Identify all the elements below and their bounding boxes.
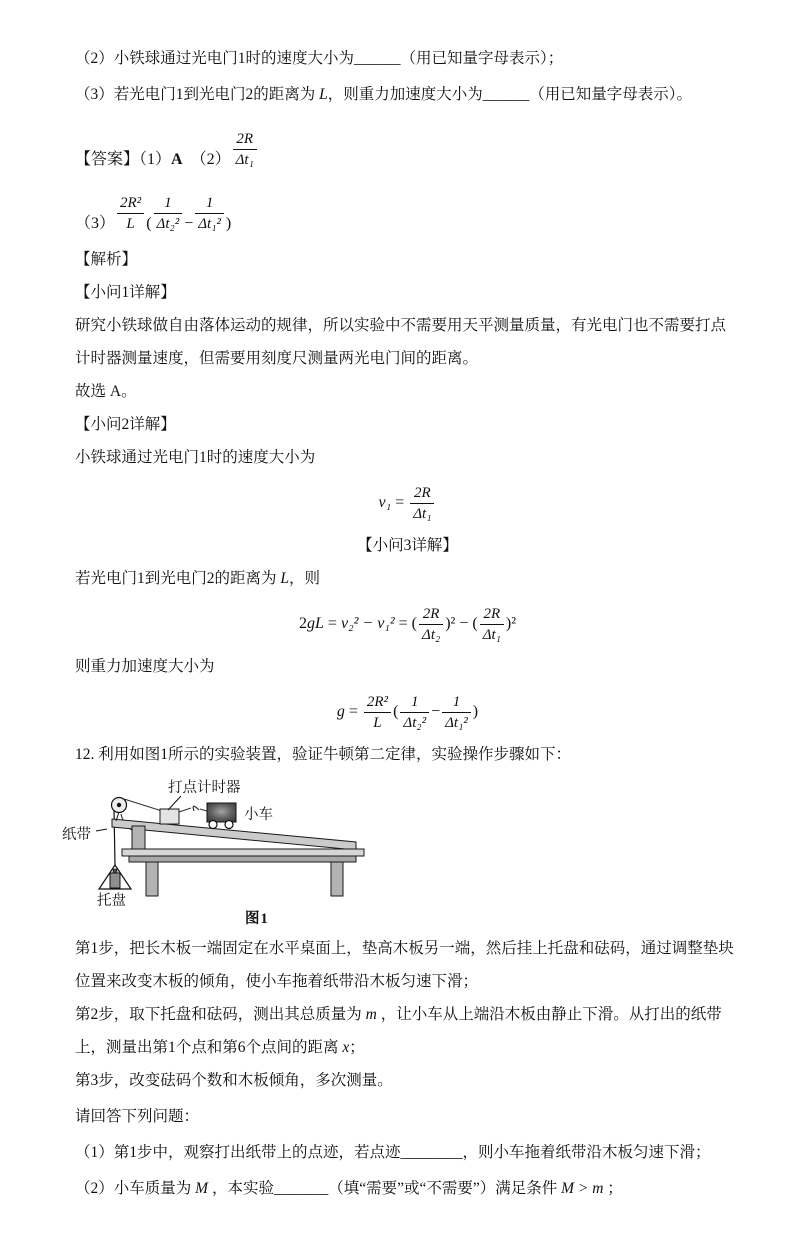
formula-v1: v₁ = $\frac{2R}{\text{Δt₁}}$ (75, 484, 740, 523)
table-apron (129, 856, 356, 862)
q12-part2-line: （2）小车质量为 M ，本实验_______（填“需要”或“不需要”）满足条件 M > m ； (75, 1180, 623, 1197)
figure-caption: 图1 (245, 911, 269, 927)
hook (193, 806, 199, 811)
tape-over-pulley (124, 799, 162, 811)
q11-part3-line: （3）若光电门1到光电门2的距离为 L，则重力加速度大小为______（用已知量字母表示）。 (75, 86, 693, 103)
q12-part1-line: （1）第1步中，观察打出纸带上的点迹，若点迹________，则小车拖着纸带沿木板匀速下滑； (75, 1144, 711, 1161)
tray-label: 托盘 (97, 893, 126, 909)
prompt-line: 请回答下列问题： (75, 1108, 200, 1125)
sub1-body: 研究小铁球做自由落体运动的规律，所以实验中不需要用天平测量质量，有光电门也不需要打点计时器测量速度，但需要用刻度尺测量两光电门间的距离。 (75, 317, 727, 367)
support-block (132, 826, 145, 850)
analysis-header: 【解析】 (75, 251, 138, 268)
step2-line: 第2步，取下托盘和砝码，测出其总质量为 m ，让小车从上端沿木板由静止下滑。从打出的纸带上，测量出第1个点和第6个点间的距离 x； (75, 1006, 722, 1056)
cart-wheel-rear (225, 821, 233, 829)
answer-line: 【答案】（1） A （2） $\frac{2R}{\text{Δt₁}}$ (75, 117, 740, 171)
tape-label-pointer (96, 829, 107, 831)
answer-part3-line: （3） $\frac{\text{2R²}}{L}$ ( $\frac{1}{\text{Δt₂²}}$ − $\frac{1}{\text{Δt₁²}}$ ) (75, 195, 232, 232)
formula-g: g = $\frac{\text{2R²}}{L}$ ( $\frac{1}{\text{Δt₂²}}$ − $\frac{1}{\text{Δt₁²}}$ ) (336, 694, 479, 731)
table-leg-left (146, 862, 158, 896)
timer-label-pointer (168, 796, 181, 810)
sub1-title: 【小问1详解】 (75, 284, 176, 301)
weight-body (110, 873, 120, 888)
figure-1 (60, 777, 740, 928)
pulley-axle (117, 803, 121, 807)
cart-body (207, 803, 236, 822)
step1-line: 第1步，把长木板一端固定在水平桌面上，垫高木板另一端，然后挂上托盘和砝码，通过调整垫块位置来改变木板的倾角，使小车拖着纸带沿木板匀速下滑； (75, 940, 734, 990)
cart-wheel-front (209, 821, 217, 829)
timer-box (160, 809, 179, 824)
sub3-title: 【小问3详解】 (357, 537, 458, 554)
cart-label: 小车 (244, 807, 273, 823)
q11-part2-line: （2）小铁球通过光电门1时的速度大小为______（用已知量字母表示）； (75, 50, 564, 67)
step3-line: 第3步，改变砝码个数和木板倾角，多次测量。 (75, 1072, 393, 1089)
formula-2gL: 2gL = v₂² − v₁² = ( $\frac{2R}{\text{Δt₂}}$ )² − ( $\frac{2R}{\text{Δt₁}}$ )² (299, 606, 516, 643)
sub1-conclusion: 故选 A。 (75, 383, 137, 400)
inclined-board (112, 819, 356, 850)
table-leg-right (331, 862, 343, 896)
experiment-apparatus-diagram (60, 777, 420, 911)
q12-intro-line: 12. 利用如图1所示的实验装置，验证牛顿第二定律，实验操作步骤如下： (75, 746, 572, 763)
sub2-body: 小铁球通过光电门1时的速度大小为 (75, 449, 316, 466)
hanging-string (114, 809, 115, 865)
table-top (122, 849, 364, 856)
sub3-line2: 则重力加速度大小为 (75, 658, 215, 675)
connector-line-right (200, 809, 207, 811)
tape-label: 纸带 (62, 827, 91, 843)
timer-label: 打点计时器 (168, 780, 241, 796)
sub3-line1: 若光电门1到光电门2的距离为 L，则 (75, 570, 321, 587)
connector-line-left (179, 808, 191, 812)
sub2-title: 【小问2详解】 (75, 416, 176, 433)
